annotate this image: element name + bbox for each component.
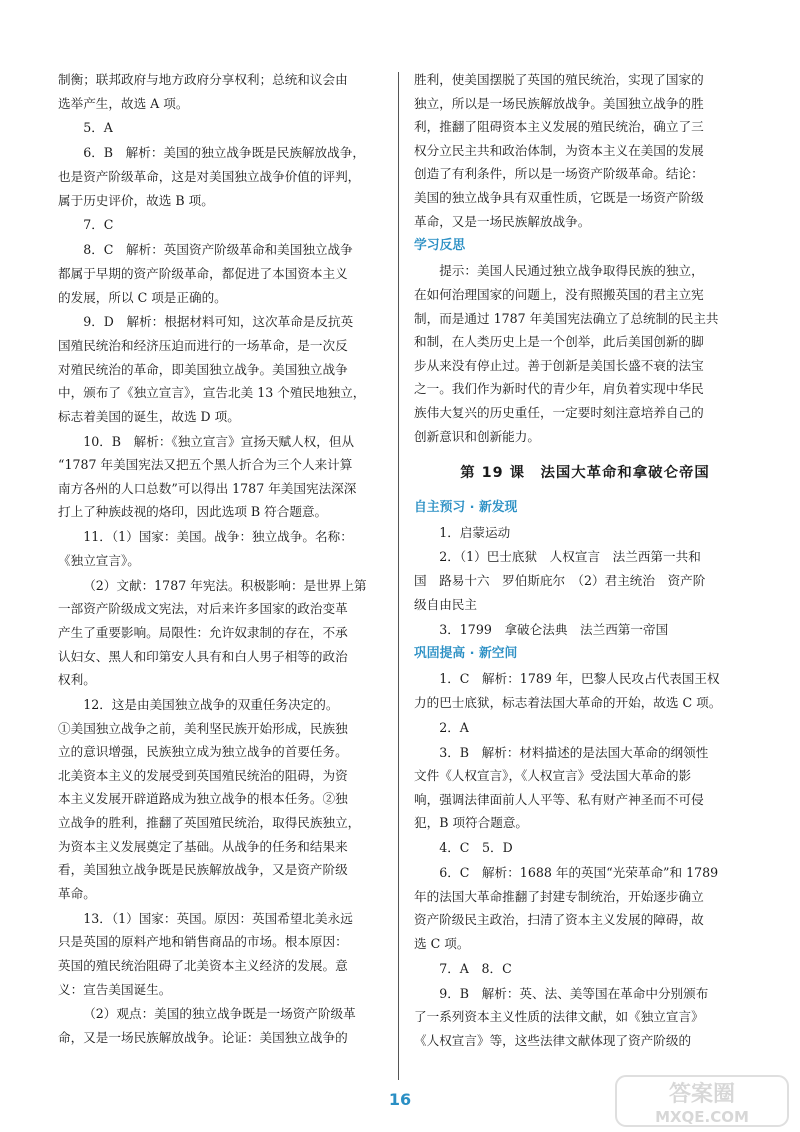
text-line: 属于历史评价，故选 B 项。	[58, 192, 214, 208]
text-line: 制，而是通过 1787 年美国宪法确立了总统制的民主共	[414, 310, 719, 326]
text-line: 响，强调法律面前人人平等、私有财产神圣而不可侵	[414, 791, 704, 807]
watermark-logo	[612, 1070, 792, 1132]
answer-paragraph	[58, 525, 400, 572]
answer-continuation	[414, 68, 756, 233]
answer-paragraph	[414, 957, 756, 981]
text-line: 革命，又是一场民族解放战争。	[414, 213, 591, 229]
text-line: 都属于早期的资产阶级革命，都促进了本国资本主义	[58, 265, 348, 281]
text-line: 力的巴士底狱，标志着法国大革命的开始，故选 C 项。	[414, 694, 722, 710]
text-line: 国 路易十六 罗伯斯庇尔 （2）君主统治 资产阶	[414, 573, 706, 589]
text-line: 革命。	[58, 885, 96, 901]
page-number: 16	[388, 1090, 412, 1109]
text-line: 4．C 5．D	[439, 840, 513, 856]
text-line: 13．（1）国家：英国。原因：英国希望北美永远	[83, 910, 353, 926]
text-line: 6．B 解析：美国的独立战争既是民族解放战争，	[83, 145, 365, 161]
answer-paragraph	[414, 667, 756, 714]
text-line: 1．启蒙运动	[439, 524, 511, 540]
reflection-block	[414, 259, 756, 448]
text-line: 中，颁布了《独立宣言》，宣告北美 13 个殖民地独立，	[58, 385, 366, 401]
text-line: 立的意识增强，民族独立成为独立战争的首要任务。	[58, 744, 348, 760]
text-line: 看，美国独立战争既是民族解放战争，又是资产阶级	[58, 862, 348, 878]
text-line: 6．C 解析：1688 年的英国“光荣革命”和 1789	[439, 865, 719, 881]
text-line: 权分立民主共和政治体制，为资本主义在美国的发展	[414, 142, 704, 158]
answer-paragraph	[414, 741, 756, 835]
text-line: “1787 年美国宪法又把五个黑人折合为三个人来计算	[58, 457, 353, 473]
answer-paragraph	[58, 116, 400, 140]
answer-paragraph	[414, 982, 756, 1053]
text-line: 选 C 项。	[414, 936, 470, 952]
text-line: （2）文献：1787 年宪法。积极影响：是世界上第	[83, 577, 367, 593]
text-line: 步从来没有停止过。善于创新是美国长盛不衰的法宝	[414, 357, 704, 373]
text-line: 认妇女、黑人和印第安人具有和白人男子相等的政治	[58, 648, 348, 664]
answer-paragraph	[414, 861, 756, 955]
text-line: 9．B 解析：英、法、美等国在革命中分别颁布	[439, 985, 709, 1001]
text-line: 和制，在人类历史上是一个创举，此后美国创新的脚	[414, 334, 704, 350]
text-line: 提示：美国人民通过独立战争取得民族的独立，	[439, 263, 704, 279]
text-line: 12．这是由美国独立战争的双重任务决定的。	[83, 697, 339, 713]
answer-paragraph	[414, 259, 756, 448]
text-line: 5．A	[83, 120, 113, 136]
text-line: 创新意识和创新能力。	[414, 428, 540, 444]
text-line: 本主义发展开辟道路成为独立战争的根本任务。②独	[58, 791, 348, 807]
text-line: 年的法国大革命推翻了封建专制统治，开始逐步确立	[414, 888, 704, 904]
right-column	[414, 68, 756, 1054]
answer-paragraph	[58, 574, 400, 692]
text-line: 美国的独立战争具有双重性质，它既是一场资产阶级	[414, 189, 704, 205]
svg-text:答案圈: 答案圈	[668, 1082, 736, 1107]
text-line: 产生了重要影响。局限性：允许奴隶制的存在，不承	[58, 625, 348, 641]
lesson-title: 第 19 课 法国大革命和拿破仑帝国	[460, 465, 710, 482]
text-line: 9．D 解析：根据材料可知，这次革命是反抗英	[83, 314, 354, 330]
text-line: 级自由民主	[414, 596, 477, 612]
text-line: 7．C	[83, 217, 114, 233]
preview-answers	[414, 521, 756, 642]
text-line: 的发展，所以 C 项是正确的。	[58, 289, 227, 305]
text-line: 之一。我们作为新时代的青少年，肩负着实现中华民	[414, 381, 704, 397]
answer-paragraph	[58, 693, 400, 905]
text-line: 犯，B 项符合题意。	[414, 815, 529, 831]
text-line: 命，又是一场民族解放战争。论证：美国独立战争的	[58, 1030, 348, 1046]
answer-paragraph	[414, 545, 756, 616]
section-heading-consolidate: 巩固提高 · 新空间	[414, 646, 518, 662]
answer-paragraph	[58, 141, 400, 212]
text-line: ①美国独立战争之前，美利坚民族开始形成，民族独	[58, 720, 348, 736]
text-line: 南方各州的人口总数”可以得出 1787 年美国宪法深深	[58, 480, 357, 496]
text-line: 选举产生，故选 A 项。	[58, 95, 189, 111]
text-line: 北美资本主义的发展受到英国殖民统治的阻碍，为资	[58, 767, 348, 783]
text-line: 《独立宣言》。	[58, 552, 140, 568]
answer-paragraph	[414, 618, 756, 642]
text-line: 2．（1）巴士底狱 人权宣言 法兰西第一共和	[439, 549, 701, 565]
left-column	[58, 68, 400, 1051]
text-line: （2）观点：美国的独立战争既是一场资产阶级革	[83, 1006, 356, 1022]
text-line: 只是英国的原料产地和销售商品的市场。根本原因：	[58, 934, 348, 950]
text-line: 打上了种族歧视的烙印，因此选项 B 符合题意。	[58, 504, 328, 520]
text-line: 在如何治理国家的问题上，没有照搬英国的君主立宪	[414, 286, 704, 302]
text-line: 胜利，使美国摆脱了英国的殖民统治，实现了国家的	[414, 72, 704, 87]
answer-paragraph	[58, 1002, 400, 1049]
text-line: 义：宣告美国诞生。	[58, 981, 172, 997]
answer-paragraph	[414, 836, 756, 860]
text-line: 标志着美国的诞生，故选 D 项。	[58, 408, 240, 424]
text-line: 3．B 解析：材料描述的是法国大革命的纲领性	[439, 744, 709, 760]
answer-paragraph	[58, 238, 400, 309]
text-line: 资产阶级民主政治，扫清了资本主义发展的障碍，故	[414, 912, 704, 928]
text-line: 7．A 8．C	[439, 960, 512, 976]
text-line: 《人权宣言》等，这些法律文献体现了资产阶级的	[414, 1033, 692, 1049]
text-line: 11．（1）国家：美国。战争：独立战争。名称：	[83, 529, 353, 545]
text-line: 文件《人权宣言》，《人权宣言》受法国大革命的影	[414, 768, 692, 784]
reflection-heading: 学习反思	[414, 238, 466, 254]
text-line: 族伟大复兴的历史重任，一定要时刻注意培养自己的	[414, 404, 704, 420]
answer-paragraph	[58, 907, 400, 1001]
text-line: 2．A	[439, 719, 469, 735]
text-line: 了一系列资本主义性质的法律文献，如《独立宣言》	[414, 1009, 704, 1025]
text-line: 创造了有利条件，所以是一场资产阶级革命。结论：	[414, 166, 704, 182]
section-heading-preview: 自主预习 · 新发现	[414, 499, 518, 515]
answer-paragraph	[414, 68, 756, 233]
text-line: 立战争的胜利，推翻了英国殖民统治，取得民族独立，	[58, 815, 361, 831]
text-line: 8．C 解析：英国资产阶级革命和美国独立战争	[83, 242, 353, 258]
answer-paragraph	[58, 68, 400, 115]
answer-paragraph	[58, 213, 400, 237]
text-line: 利，推翻了阻碍资本主义发展的殖民统治，确立了三	[414, 119, 704, 135]
answer-paragraph	[414, 716, 756, 740]
text-line: 3．1799 拿破仑法典 法兰西第一帝国	[439, 621, 669, 637]
consolidate-answers	[414, 667, 756, 1052]
text-line: 为资本主义发展奠定了基础。从战争的任务和结果来	[58, 838, 348, 854]
text-line: 对殖民统治的革命，即美国独立战争。美国独立战争	[58, 361, 348, 377]
text-line: 10．B 解析：《独立宣言》宣扬天赋人权，但从	[83, 433, 355, 449]
answer-paragraph	[414, 521, 756, 545]
text-line: 英国的殖民统治阻碍了北美资本主义经济的发展。意	[58, 957, 348, 973]
svg-text:MXQE.COM: MXQE.COM	[655, 1108, 749, 1126]
text-line: 一部资产阶级成文宪法，对后来许多国家的政治变革	[58, 601, 348, 617]
text-line: 1．C 解析：1789 年，巴黎人民攻占代表国王权	[439, 671, 720, 687]
text-line: 制衡；联邦政府与地方政府分享权利；总统和议会由	[58, 72, 348, 87]
text-line: 独立，所以是一场民族解放战争。美国独立战争的胜	[414, 95, 704, 111]
text-line: 国殖民统治和经济压迫而进行的一场革命，是一次反	[58, 338, 348, 354]
answer-paragraph	[58, 430, 400, 524]
text-line: 也是资产阶级革命，这是对美国独立战争价值的评判，	[58, 168, 361, 184]
text-line: 权利。	[58, 672, 96, 688]
column-divider	[398, 72, 399, 1080]
answer-paragraph	[58, 310, 400, 428]
